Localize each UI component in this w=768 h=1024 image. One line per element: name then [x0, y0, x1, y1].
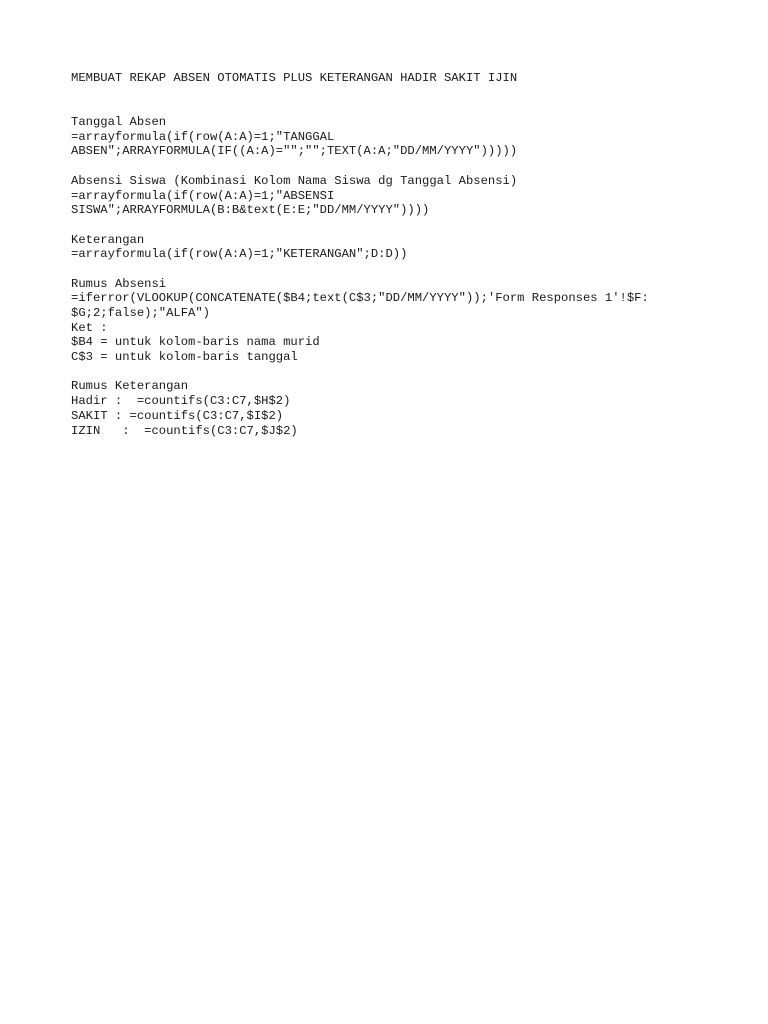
formula-line: IZIN : =countifs(C3:C7,$J$2) [71, 423, 298, 438]
formula-line: ABSEN";ARRAYFORMULA(IF((A:A)="";"";TEXT(A:A;"DD/MM/YYYY"))))) [71, 144, 518, 159]
formula-line: =arrayformula(if(row(A:A)=1;"KETERANGAN";D:D)) [71, 247, 408, 262]
spacer [71, 262, 731, 277]
formula-line: $G;2;false);"ALFA") [71, 306, 210, 321]
section-heading-absensi-siswa: Absensi Siswa (Kombinasi Kolom Nama Siswa dg Tanggal Absensi) [71, 173, 518, 188]
document-title: MEMBUAT REKAP ABSEN OTOMATIS PLUS KETERANGAN HADIR SAKIT IJIN [71, 71, 518, 85]
formula-line: =arrayformula(if(row(A:A)=1;"TANGGAL [71, 129, 335, 144]
formula-line: SAKIT : =countifs(C3:C7,$I$2) [71, 408, 284, 423]
spacer [71, 365, 731, 380]
formula-line: =iferror(VLOOKUP(CONCATENATE($B4;text(C$3;"DD/MM/YYYY"));'Form Responses 1'!$F: [71, 291, 649, 306]
section-heading-rumus-absensi: Rumus Absensi [71, 276, 167, 291]
section-heading-rumus-keterangan: Rumus Keterangan [71, 379, 189, 394]
document-content [71, 71, 731, 438]
note-line: Ket : [71, 320, 108, 335]
spacer [71, 86, 731, 115]
section-heading-tanggal-absen: Tanggal Absen [71, 115, 167, 130]
spacer [71, 218, 731, 233]
formula-line: Hadir : =countifs(C3:C7,$H$2) [71, 394, 291, 409]
note-line: $B4 = untuk kolom-baris nama murid [71, 335, 320, 350]
section-heading-keterangan: Keterangan [71, 232, 145, 247]
formula-line: =arrayformula(if(row(A:A)=1;"ABSENSI [71, 188, 335, 203]
spacer [71, 159, 731, 174]
formula-line: SISWA";ARRAYFORMULA(B:B&text(E:E;"DD/MM/YYYY")))) [71, 203, 430, 218]
note-line: C$3 = untuk kolom-baris tanggal [71, 350, 298, 365]
